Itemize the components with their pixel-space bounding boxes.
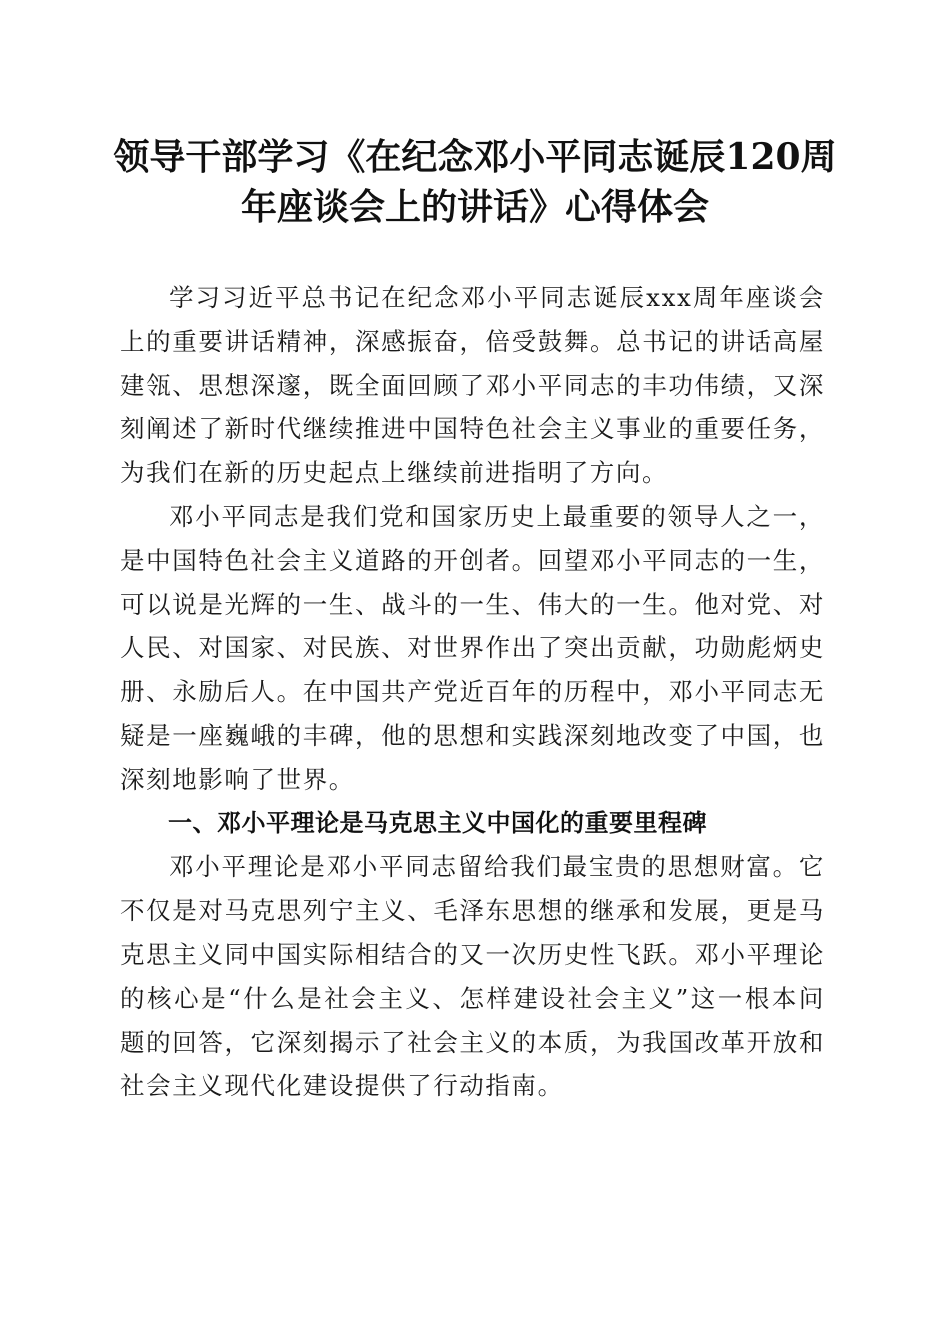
section-heading-1: 一、邓小平理论是马克思主义中国化的重要里程碑	[168, 808, 707, 837]
title-line-2: 年座谈会上的讲话》心得体会	[240, 186, 709, 228]
paragraph-intro: 学习习近平总书记在纪念邓小平同志诞辰xxx周年座谈会上的重要讲话精神，深感振奋，倍受鼓舞。总书记的讲话高屋建瓴、思想深邃，既全面回顾了邓小平同志的丰功伟绩，又深刻阐述了新时代继续推进中国特色社会主义事业的重要任务，为我们在新的历史起点上继续前进指明了方向。	[120, 283, 825, 488]
paragraph-deng-xiaoping: 邓小平同志是我们党和国家历史上最重要的领导人之一，是中国特色社会主义道路的开创者。回望邓小平同志的一生，可以说是光辉的一生、战斗的一生、伟大的一生。他对党、对人民、对国家、对民族、对世界作出了突出贡献，功勋彪炳史册、永励后人。在中国共产党近百年的历程中，邓小平同志无疑是一座巍峨的丰碑，他的思想和实践深刻地改变了中国，也深刻地影响了世界。	[120, 501, 825, 794]
title-line-1: 领导干部学习《在纪念邓小平同志诞辰120周	[113, 136, 837, 178]
document-title	[110, 132, 840, 232]
paragraph-deng-theory: 邓小平理论是邓小平同志留给我们最宝贵的思想财富。它不仅是对马克思列宁主义、毛泽东思想的继承和发展，更是马克思主义同中国实际相结合的又一次历史性飞跃。邓小平理论的核心是“什么是社会主义、怎样建设社会主义”这一根本问题的回答，它深刻揭示了社会主义的本质，为我国改革开放和社会主义现代化建设提供了行动指南。	[120, 852, 825, 1101]
document-body	[120, 276, 825, 1108]
